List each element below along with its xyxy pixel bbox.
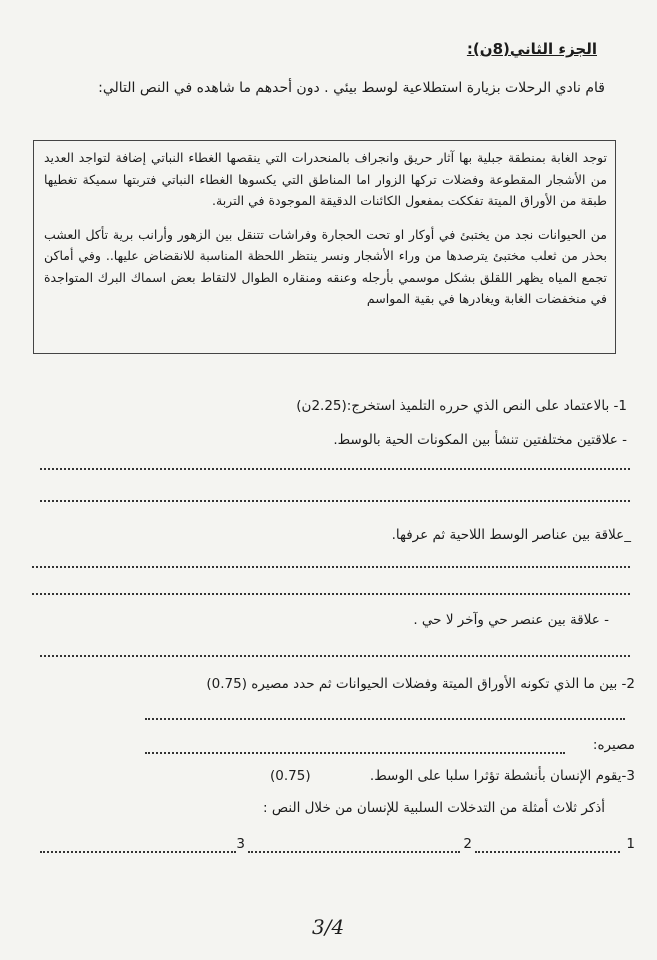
q3-number-2: 2 [463, 836, 472, 852]
passage-paragraph-2: من الحيوانات نجد من يختبئ في أوكار او تحت الحجارة وفراشات تتنقل بين الزهور وأرانب برية تأكل العشب بحذر من ثعلب مختبئ يترصدها من وراء الأشجار ونسر ينتظر اللحظة المناسبة للانقضاض عليها.. وفي أماكن تجمع المياه يظهر اللقلق بشكل موسمي بأرجله وعنقه ومنقاره الطوال لالتقاط بعض اسماك البرك المتواجدة في منخفضات الغابة ويغادرها في بقية المواسم [44, 226, 607, 306]
part-title: الجزء الثاني(8ن): [466, 40, 597, 58]
answer-line[interactable] [145, 752, 565, 754]
q3-stem: 3-يقوم الإنسان بأنشطة تؤثرا سلبا على الوسط. [369, 768, 635, 784]
q1-stem: 1- بالاعتماد على النص الذي حرره التلميذ استخرج:(2.25ن) [296, 398, 627, 414]
answer-line[interactable] [145, 718, 625, 720]
q3-number-3: 3 [236, 836, 245, 852]
page-number: 3/4 [312, 915, 345, 939]
q1-a: - علاقتين مختلفتين تنشأ بين المكونات الحية بالوسط. [333, 432, 627, 448]
answer-line[interactable] [40, 500, 630, 502]
q3-points: (0.75) [270, 768, 311, 784]
q2-stem: 2- بين ما الذي تكونه الأوراق الميتة وفضلات الحيوانات ثم حدد مصيره (0.75) [206, 676, 635, 692]
answer-line[interactable] [248, 851, 460, 853]
q1-c: - علاقة بين عنصر حي وآخر لا حي . [413, 612, 609, 628]
answer-line[interactable] [40, 851, 236, 853]
intro-text: قام نادي الرحلات بزيارة استطلاعية لوسط بيئي . دون أحدهم ما شاهده في النص التالي: [98, 80, 605, 96]
q1-b: _علاقة بين عناصر الوسط اللاحية ثم عرفها. [391, 527, 631, 543]
answer-line[interactable] [32, 566, 630, 568]
answer-line[interactable] [40, 655, 630, 657]
fate-label: مصيره: [592, 737, 635, 753]
answer-line[interactable] [32, 593, 630, 595]
q3-task: أذكر ثلاث أمثلة من التدخلات السلبية للإنسان من خلال النص : [263, 800, 605, 816]
q3-number-1: 1 [626, 836, 635, 852]
passage-paragraph-1: توجد الغابة بمنطقة جبلية بها آثار حريق وانجراف بالمنحدرات التي ينقصها الغطاء النباتي إضافة لتواجد العديد من الأشجار المقطوعة وفضلات تركها الزوار اما المناطق التي يكسوها الغطاء النباتي فتربتها سميكة تغطيها طبقة من الأوراق الميتة تفككت بمفعول الكائنات الدقيقة الموجودة في التربة. [44, 150, 607, 208]
answer-line[interactable] [475, 851, 620, 853]
passage-box [33, 140, 616, 354]
answer-line[interactable] [40, 468, 630, 470]
